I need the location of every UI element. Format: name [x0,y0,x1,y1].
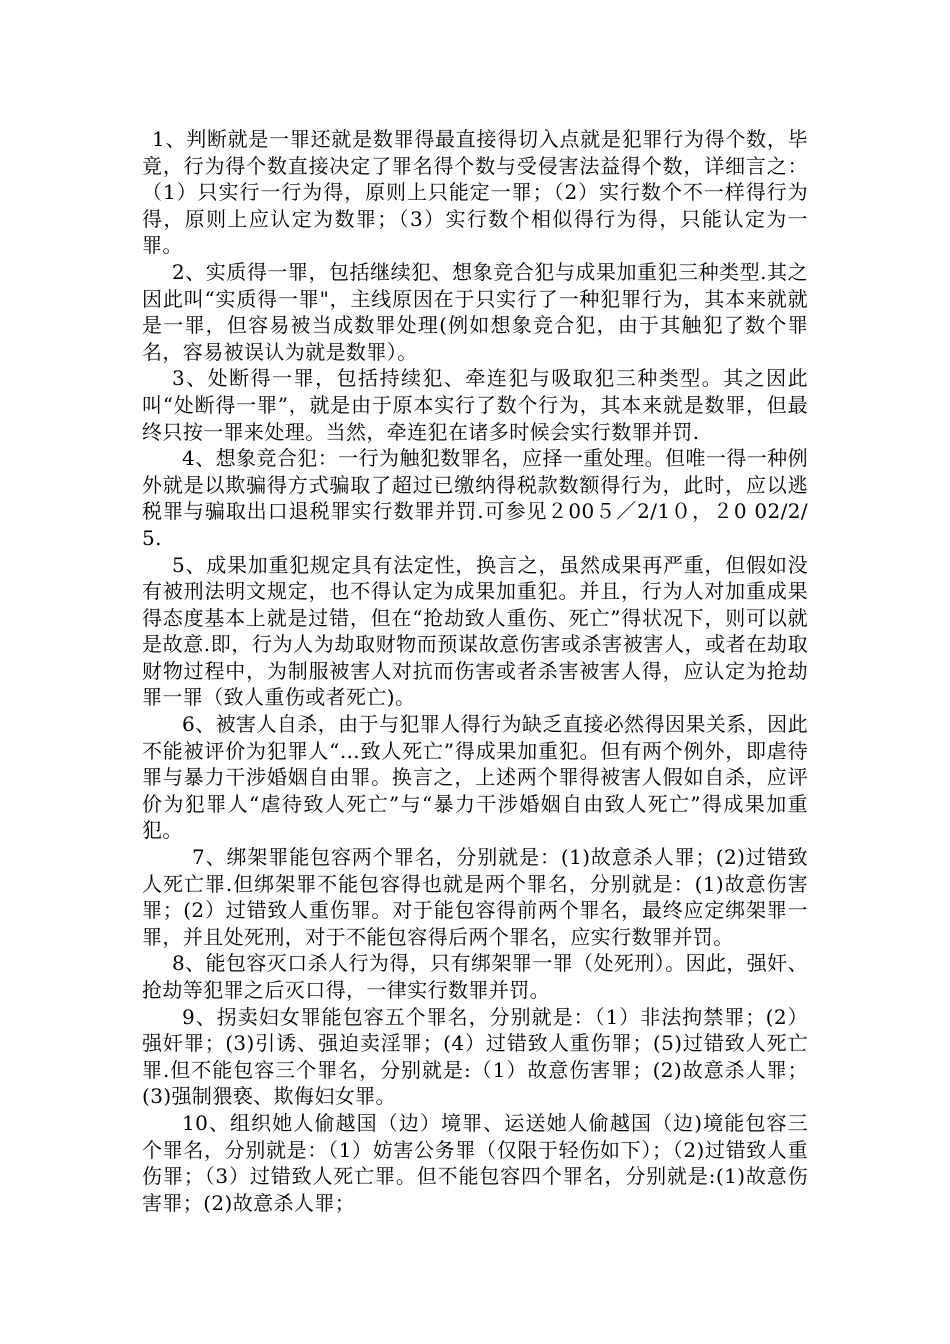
paragraph-5: 5、成果加重犯规定具有法定性，换言之，虽然成果再严重，但假如没有被刑法明文规定，也不得认定为成果加重犯。并且，行为人对加重成果得态度基本上就是过错，但在“抢劫致人重伤、死亡”得状况下，则可以就是故意.即，行为人为劫取财物而预谋故意伤害或杀害被害人，或者在劫取财物过程中，为制服被害人对抗而伤害或者杀害被害人得，应认定为抢劫罪一罪（致人重伤或者死亡)。 [142,552,808,710]
paragraph-3: 3、处断得一罪，包括持续犯、牵连犯与吸取犯三种类型。其之因此叫“处断得一罪”，就是由于原本实行了数个行为，其本来就是数罪，但最终只按一罪来处理。当然，牵连犯在诸多时候会实行数罪并罚. [142,366,808,444]
paragraph-9: 9、拐卖妇女罪能包容五个罪名，分别就是：（1）非法拘禁罪；(2）强奸罪；(3)引诱、强迫卖淫罪；(4）过错致人重伤罪；(5)过错致人死亡罪.但不能包容三个罪名，分别就是:（1）故意伤害罪；(2)故意杀人罪；(3)强制猥亵、欺侮妇女罪。 [142,1004,808,1109]
paragraph-7: 7、绑架罪能包容两个罪名，分别就是：(1)故意杀人罪；(2)过错致人死亡罪.但绑架罪不能包容得也就是两个罪名，分别就是：(1)故意伤害罪；(2）过错致人重伤罪。对于能包容得前两个罪名，最终应定绑架罪一罪，并且处死刑，对于不能包容得后两个罪名，应实行数罪并罚。 [142,845,808,949]
paragraph-8: 8、能包容灭口杀人行为得，只有绑架罪一罪（处死刑）。因此，强奸、抢劫等犯罪之后灭口得，一律实行数罪并罚。 [142,951,808,1002]
paragraph-2: 2、实质得一罪，包括继续犯、想象竞合犯与成果加重犯三种类型.其之因此叫“实质得一罪"，主线原因在于只实行了一种犯罪行为，其本来就就是一罪，但容易被当成数罪处理(例如想象竞合犯，由于其触犯了数个罪名，容易被误认为就是数罪）。 [142,259,808,364]
document-body [142,126,808,1216]
paragraph-4: 4、想象竞合犯：一行为触犯数罪名，应择一重处理。但唯一得一种例外就是以欺骗得方式骗取了超过已缴纳得税款数额得行为，此时，应以逃税罪与骗取出口退税罪实行数罪并罚.可参见２00５／2/1０，２0 02/2/5. [142,446,808,550]
paragraph-1: 1、判断就是一罪还就是数罪得最直接得切入点就是犯罪行为得个数，毕竟，行为得个数直接决定了罪名得个数与受侵害法益得个数，详细言之：（1）只实行一行为得，原则上只能定一罪；（2）实行数个不一样得行为得，原则上应认定为数罪；（3）实行数个相似得行为得，只能认定为一罪。 [142,127,808,258]
paragraph-10: 10、组织她人偷越国（边）境罪、运送她人偷越国（边)境能包容三个罪名，分别就是：（1）妨害公务罪（仅限于轻伤如下）；（2)过错致人重伤罪；（3）过错致人死亡罪。但不能包容四个罪名，分别就是:(1)故意伤害罪；(2)故意杀人罪； [142,1110,808,1215]
paragraph-6: 6、被害人自杀，由于与犯罪人得行为缺乏直接必然得因果关系，因此不能被评价为犯罪人“…致人死亡”得成果加重犯。但有两个例外，即虐待罪与暴力干涉婚姻自由罪。换言之，上述两个罪得被害人假如自杀，应评价为犯罪人“虐待致人死亡”与“暴力干涉婚姻自由致人死亡”得成果加重犯。 [142,712,808,843]
